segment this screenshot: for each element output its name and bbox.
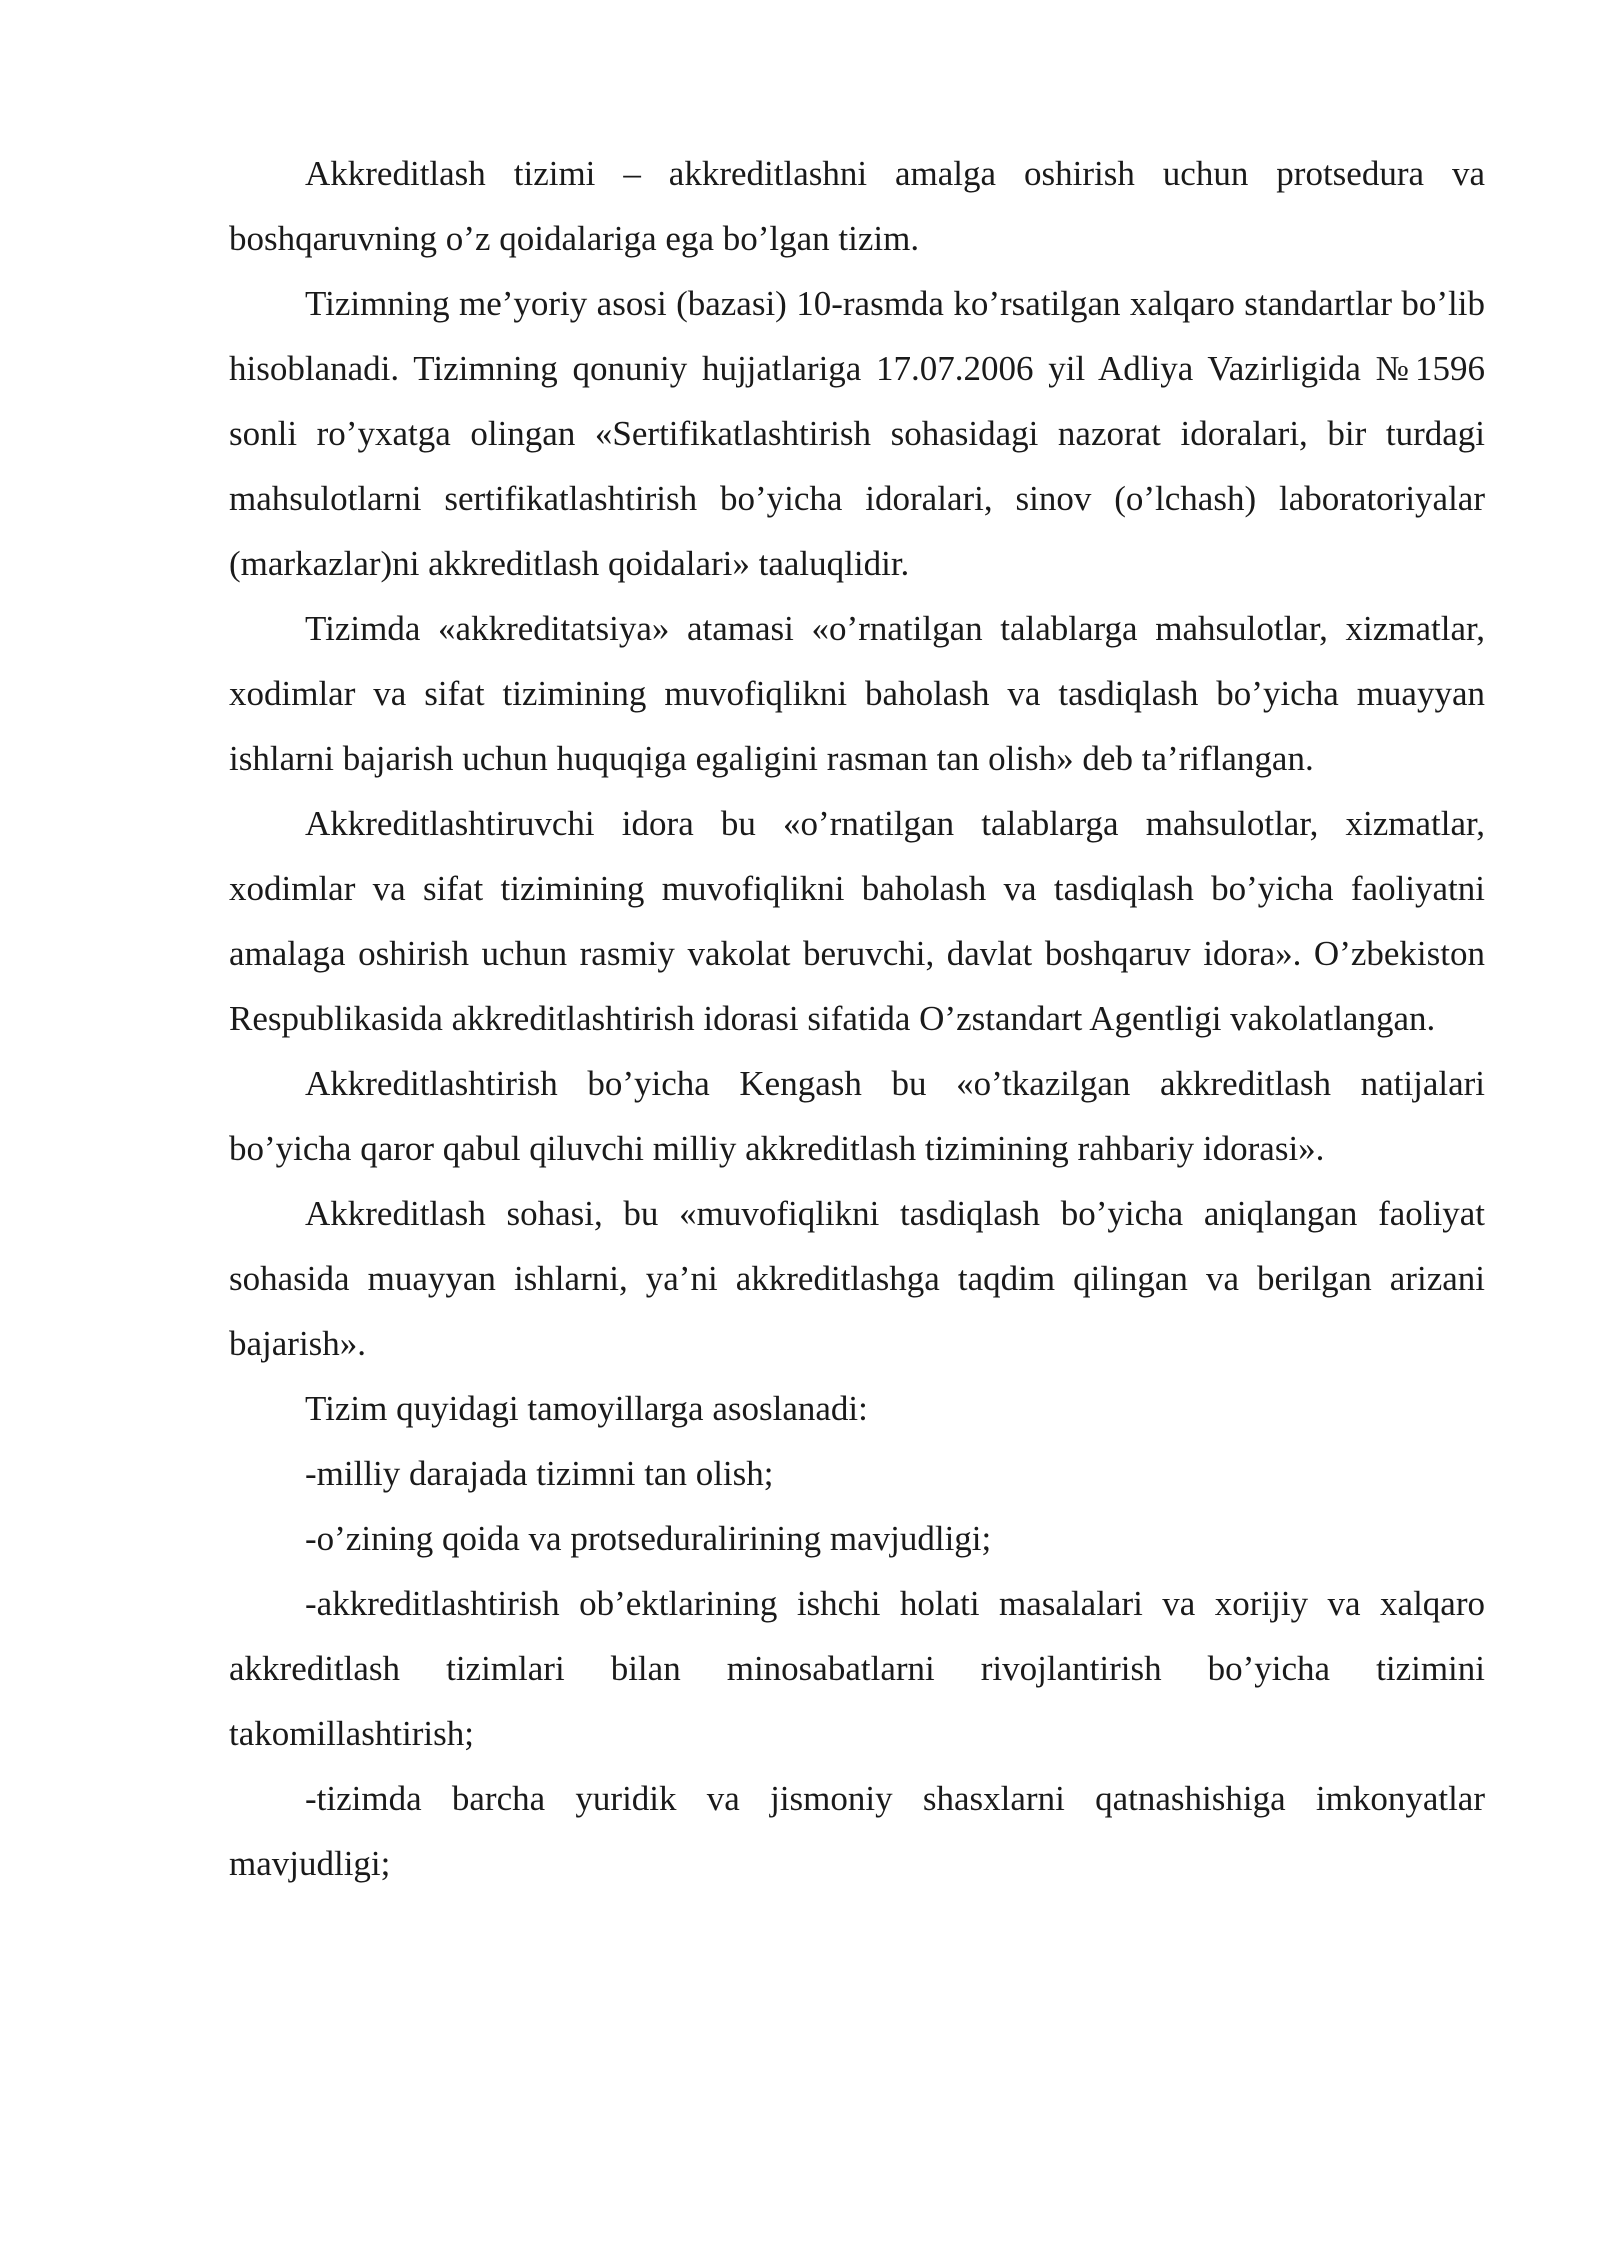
- paragraph-principles-intro: Tizim quyidagi tamoyillarga asoslanadi:: [305, 1389, 868, 1428]
- paragraph-accreditation-term: Tizimda «akkreditatsiya» atamasi «o’rnatilgan talablarga mahsulotlar, xizmatlar, xodimlar va sifat tizimining muvofiqlikni baholash va tasdiqlash bo’yicha muayyan ishlarni bajarish uchun huquqiga egaligini rasman tan olish» deb ta’riflangan.: [229, 609, 1485, 778]
- list-item-system-improvement: -akkreditlashtirish ob’ektlarining ishchi holati masalalari va xorijiy va xalqaro akkreditlash tizimlari bilan minosabatlarni rivojlantirish bo’yicha tizimini takomillashtirish;: [229, 1584, 1485, 1753]
- paragraph-accrediting-body: Akkreditlashtiruvchi idora bu «o’rnatilgan talablarga mahsulotlar, xizmatlar, xodimlar va sifat tizimining muvofiqlikni baholash va tasdiqlash bo’yicha faoliyatni amalaga oshirish uchun rasmiy vakolat beruvchi, davlat boshqaruv idora». O’zbekiston Respublikasida akkreditlashtirish idorasi sifatida O’zstandart Agentligi vakolatlangan.: [229, 804, 1485, 1038]
- list-item-participation-opportunity: -tizimda barcha yuridik va jismoniy shasxlarni qatnashishiga imkonyatlar mavjudligi;: [229, 1779, 1485, 1883]
- paragraph-accreditation-system: Akkreditlash tizimi – akkreditlashni amalga oshirish uchun protsedura va boshqaruvning o’z qoidalariga ega bo’lgan tizim.: [229, 154, 1485, 258]
- paragraph-accreditation-council: Akkreditlashtirish bo’yicha Kengash bu «o’tkazilgan akkreditlash natijalari bo’yicha qaror qabul qiluvchi milliy akkreditlash tizimining rahbariy idorasi».: [229, 1064, 1485, 1168]
- paragraph-normative-basis: Tizimning me’yoriy asosi (bazasi) 10-rasmda ko’rsatilgan xalqaro standartlar bo’lib hisoblanadi. Tizimning qonuniy hujjatlariga 17.07.2006 yil Adliya Vazirligida №1596 sonli ro’yxatga olingan «Sertifikatlashtirish sohasidagi nazorat idoralari, bir turdagi mahsulotlarni sertifikatlashtirish bo’yicha idoralari, sinov (o’lchash) laboratoriyalar (markazlar)ni akkreditlash qoidalari» taaluqlidir.: [229, 284, 1485, 583]
- paragraph-accreditation-scope: Akkreditlash sohasi, bu «muvofiqlikni tasdiqlash bo’yicha aniqlangan faoliyat sohasida muayyan ishlarni, ya’ni akkreditlashga taqdim qilingan va berilgan arizani bajarish».: [229, 1194, 1485, 1363]
- list-item-own-rules: -o’zining qoida va protseduralirining mavjudligi;: [305, 1519, 992, 1558]
- document-body: [229, 141, 1485, 1896]
- list-item-national-recognition: -milliy darajada tizimni tan olish;: [305, 1454, 774, 1493]
